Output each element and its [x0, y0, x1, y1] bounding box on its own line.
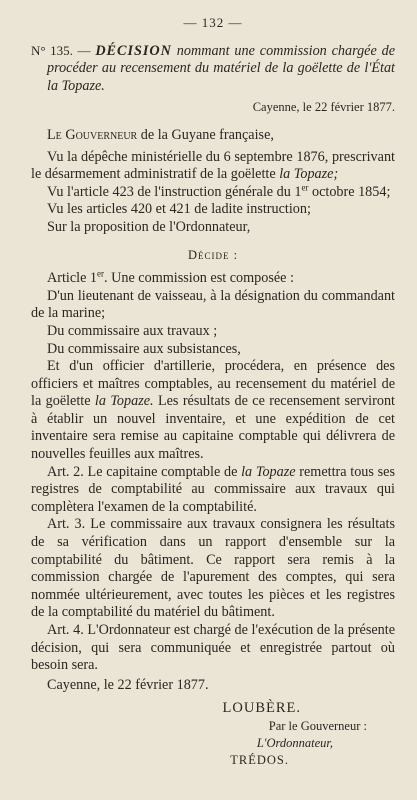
article-1-label: Article 1 — [47, 270, 98, 287]
article-1-body — [31, 358, 395, 464]
closing-date: Cayenne, le 22 février 1877. — [47, 676, 209, 693]
decision-number: N° 135. — — [31, 42, 91, 58]
article-3: Art. 3. Le commissaire aux travaux consignera les résultats de sa vérification dans un rapport d'ensemble sur la comptabilité du bâtiment. Ce rapport sera remis à la commission chargée de l'apurement des comptes, qui sera nommée ultérieurement, avec toutes les pièces et les registres de la comptabilité du matériel du bâtiment. — [31, 516, 395, 621]
article-1-body-a: Et d'un officier d'artillerie, procédera, en présence des officiers et maîtres comptables, au recensement du matériel de la goëlette — [31, 358, 395, 410]
article-2-italic: la Topaze — [241, 463, 296, 480]
article-1-body-b: Les résultats de ce recensement serviront à établir un nouvel inventaire, et une expédition de cet inventaire sera remise au capitaine comptable qui délivrera de nouvelles feuilles aux maîtres. — [31, 393, 395, 463]
visa-1 — [31, 149, 395, 184]
visa-2-after: octobre 1854; — [308, 183, 391, 200]
article-2-a: Art. 2. Le capitaine comptable de — [47, 463, 242, 480]
article-2-b: remettra tous ses registres de comptabilité au commissaire aux travaux qui complètera l'examen de la comptabilité. — [31, 463, 395, 515]
visa-2-text: Vu l'article 423 de l'instruction générale du 1 — [47, 183, 302, 200]
visa-2-sup: er — [301, 182, 309, 193]
article-1-sup: er — [97, 268, 105, 279]
governor-title: Le Gouverneur — [47, 126, 138, 143]
visa-3: Vu les articles 420 et 421 de ladite instruction; — [47, 201, 311, 218]
decision-description: nommant une commission chargée de procéder au recensement du matériel de la goëlette de l'État la Topaze. — [47, 42, 396, 94]
visa-1-text: Vu la dépêche ministérielle du 6 septembre 1876, prescrivant le désarmement administratif de la goëlette — [31, 148, 395, 183]
visa-1-italic: la Topaze; — [279, 166, 339, 183]
decision-heading — [31, 42, 395, 96]
signature-name-2: TRÉDOS. — [230, 752, 289, 767]
governor-rest: de la Guyane française, — [137, 126, 274, 143]
member-2: Du commissaire aux travaux ; — [47, 322, 218, 339]
article-2 — [31, 464, 395, 517]
visa-4: Sur la proposition de l'Ordonnateur, — [47, 218, 251, 235]
governor-line — [31, 127, 395, 145]
page-number: — 132 — — [183, 15, 243, 30]
article-4: Art. 4. L'Ordonnateur est chargé de l'exécution de la présente décision, qui sera communiquée et enregistrée partout où besoin sera. — [31, 622, 395, 674]
signature-name: LOUBÈRE. — [222, 700, 301, 717]
decision-title: DÉCISION — [95, 42, 172, 59]
member-1: D'un lieutenant de vaisseau, à la désignation du commandant de la marine; — [31, 287, 395, 322]
article-1-body-italic: la Topaze. — [94, 393, 154, 410]
decision-date: Cayenne, le 22 février 1877. — [252, 100, 395, 115]
signature-by-line: Par le Gouverneur : — [268, 718, 367, 733]
decide-heading: Décide : — [187, 247, 239, 262]
signature-role: L'Ordonnateur, — [256, 735, 333, 750]
member-3: Du commissaire aux subsistances, — [47, 340, 241, 357]
article-1-intro — [31, 270, 395, 288]
visa-2 — [31, 184, 395, 202]
article-1-intro-text: . Une commission est composée : — [104, 270, 294, 287]
